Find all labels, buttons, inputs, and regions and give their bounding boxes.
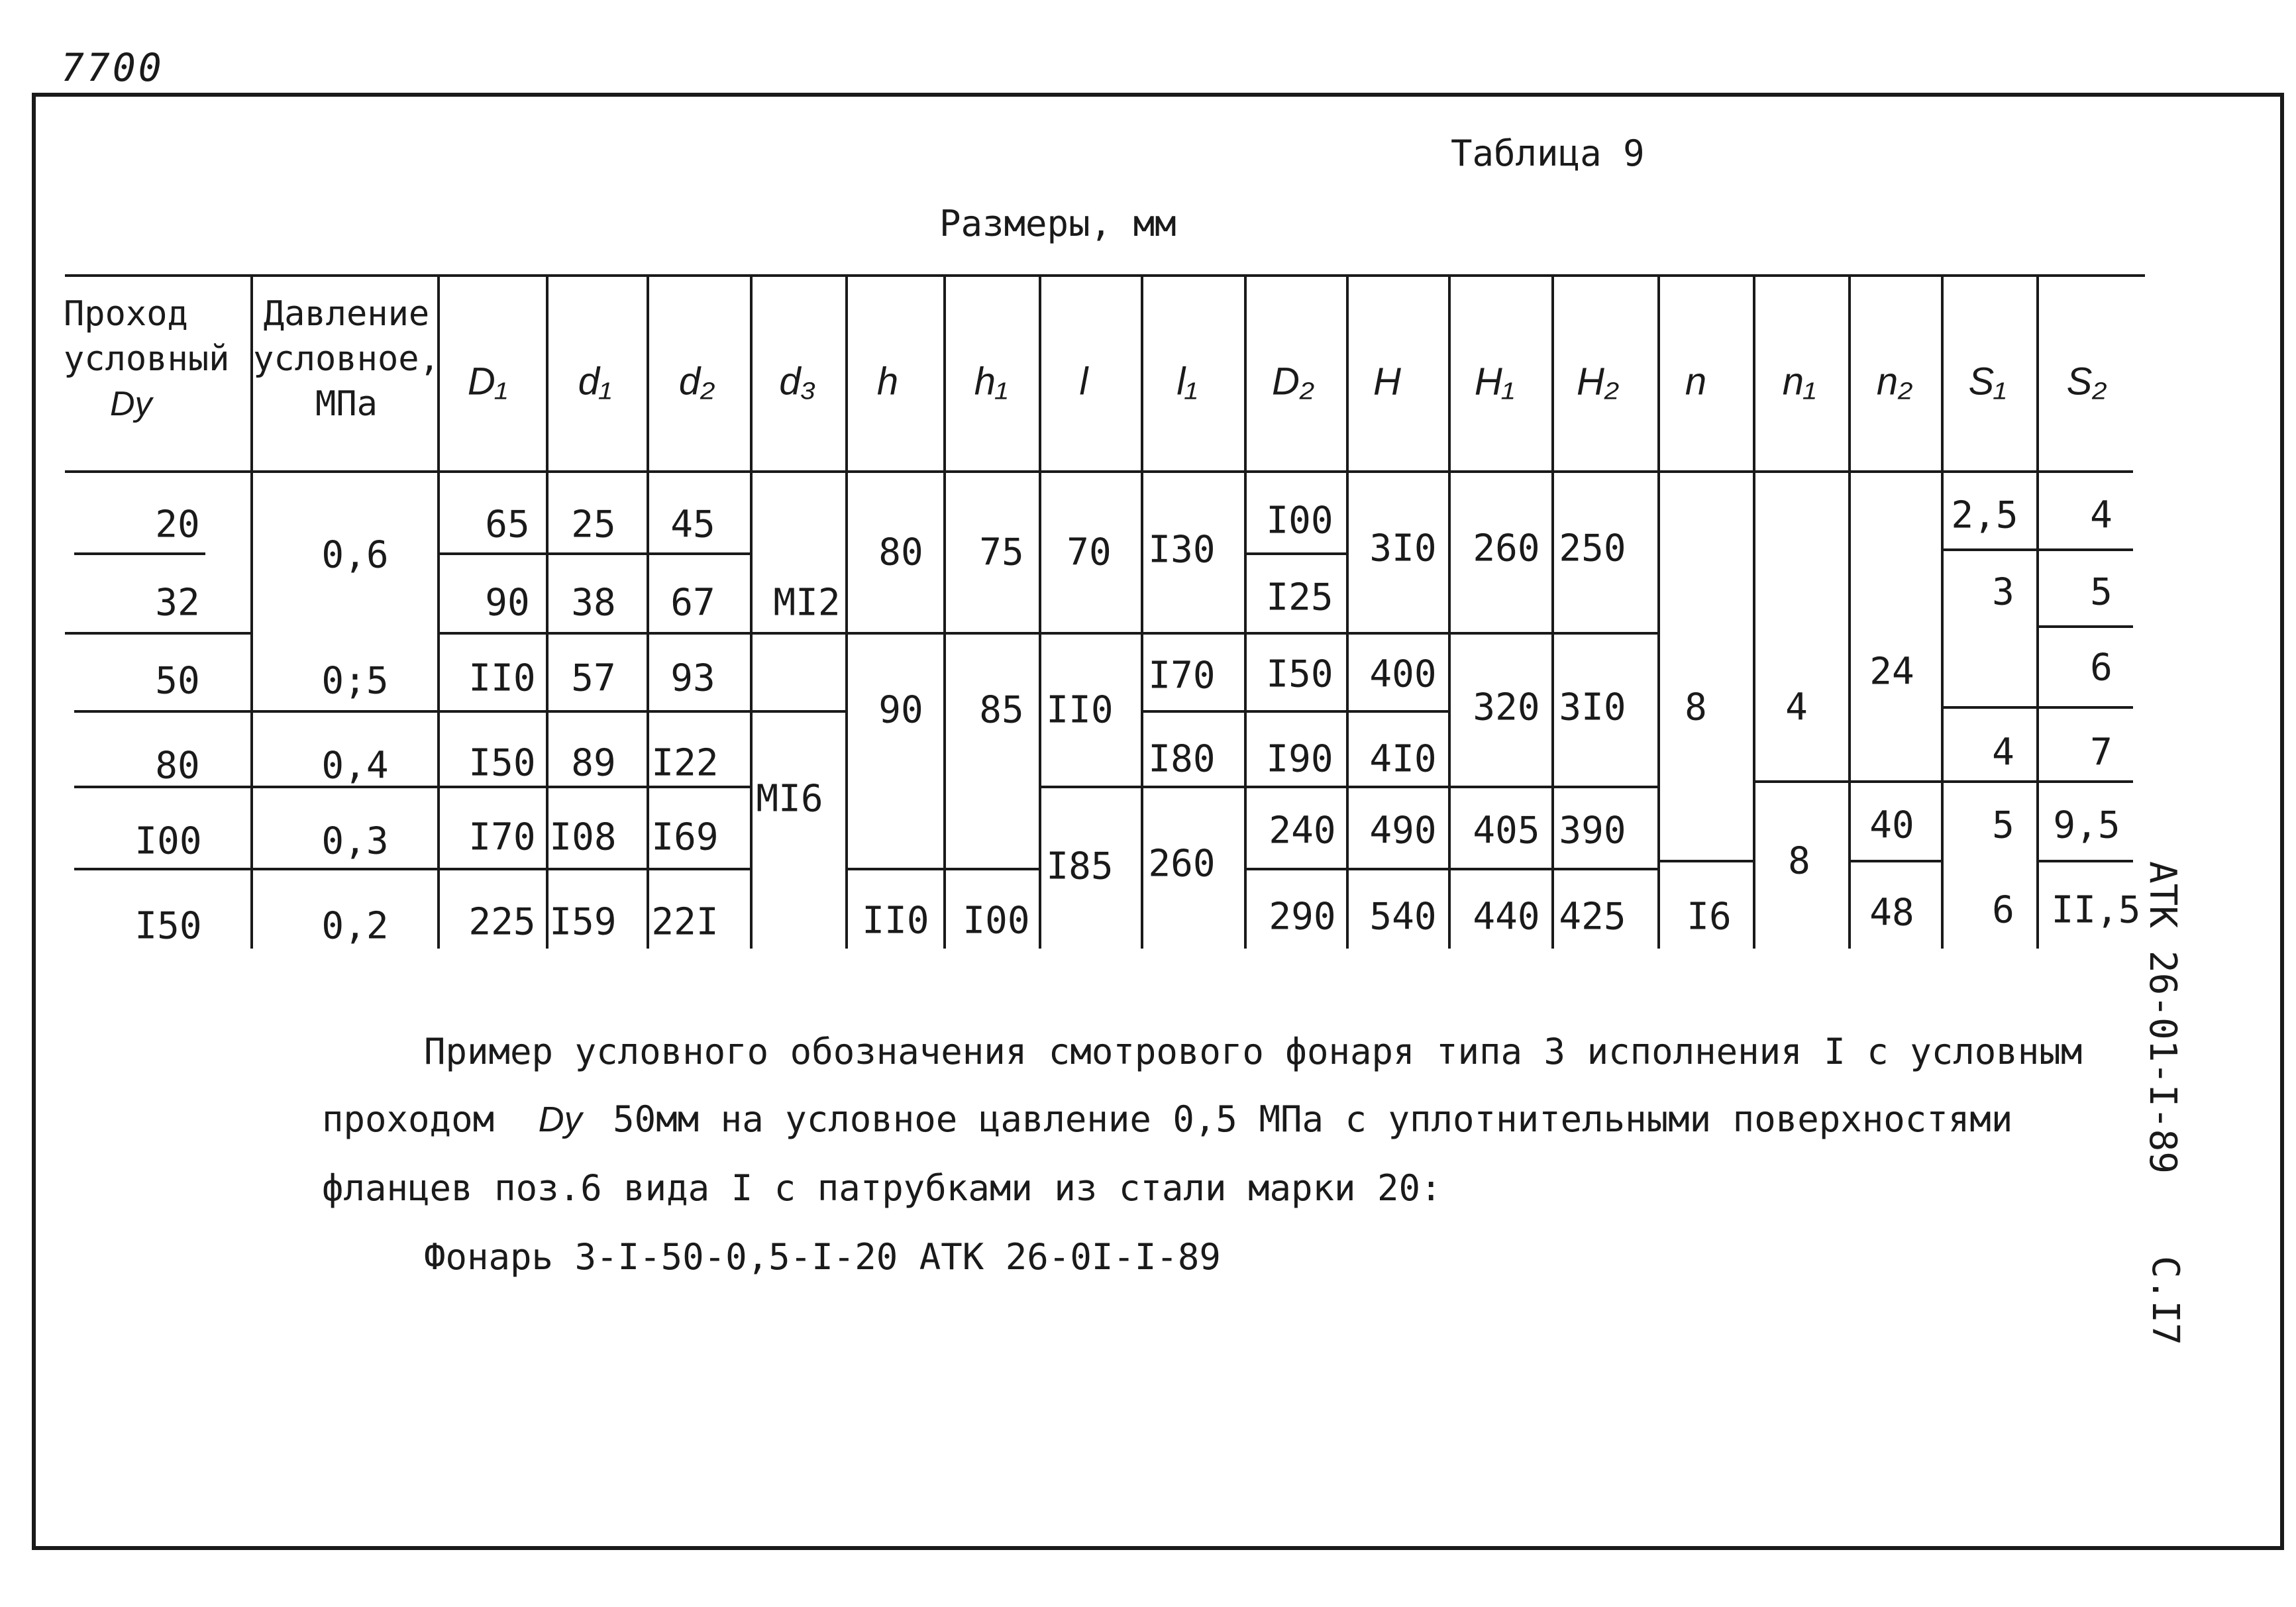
cell-H2: 425: [1559, 895, 1626, 939]
cell-d1: 25: [571, 503, 616, 546]
cell-S2: 5: [2090, 570, 2113, 614]
cell-H2: 250: [1559, 527, 1626, 570]
header-n1: n₁: [1782, 360, 1816, 403]
cell-l1: I80: [1148, 737, 1216, 781]
cell-S1: 3: [1992, 570, 2014, 614]
cell-d1: 89: [571, 741, 616, 785]
cell-h1: I00: [963, 899, 1030, 943]
cell-n1: 8: [1788, 839, 1810, 883]
cell-h1: 85: [979, 688, 1024, 732]
cell-n: 8: [1685, 686, 1707, 729]
header-h1: h₁: [974, 360, 1008, 403]
units-caption: Размеры, мм: [939, 203, 1176, 244]
header-l: l: [1079, 360, 1088, 403]
cell-n: I6: [1687, 895, 1732, 939]
cell-n2: 48: [1869, 891, 1914, 935]
cell-n1: 4: [1785, 686, 1808, 729]
cell-l: I85: [1046, 845, 1114, 888]
cell-pressure: 0,3: [321, 819, 389, 863]
header-d1: d₁: [578, 360, 612, 403]
cell-d1: 57: [571, 656, 616, 700]
cell-dy: I50: [134, 904, 202, 948]
cell-d2: 67: [670, 581, 715, 625]
cell-d3: МI2: [773, 581, 841, 625]
paragraph-line-2: [322, 1098, 2012, 1140]
cell-l: II0: [1046, 688, 1114, 732]
header-l1: l₁: [1176, 360, 1198, 403]
header-H1: H₁: [1474, 360, 1515, 403]
cell-S2: 6: [2090, 646, 2113, 690]
cell-h: II0: [862, 899, 929, 943]
cell-dy: 50: [155, 659, 200, 703]
cell-dy: 32: [155, 581, 200, 625]
cell-S2: 9,5: [2053, 804, 2120, 847]
cell-H: 490: [1369, 809, 1437, 853]
cell-l1: 260: [1148, 842, 1216, 886]
cell-d2: 22I: [651, 900, 719, 944]
cell-D2: 240: [1269, 809, 1336, 853]
cell-D2: 290: [1269, 895, 1336, 939]
cell-S1: 2,5: [1951, 493, 2018, 537]
header-d2: d₂: [678, 360, 715, 403]
cell-d2: I22: [651, 741, 719, 785]
header-n2: n₂: [1876, 360, 1913, 403]
cell-l1: I30: [1148, 528, 1216, 572]
cell-pressure: 0,6: [321, 533, 389, 577]
cell-d2: 45: [670, 503, 715, 546]
cell-pressure: 0,4: [321, 744, 389, 788]
paragraph-line-3: фланцев поз.6 вида I с патрубками из стали марки 20:: [322, 1167, 1442, 1209]
header-n: n: [1685, 360, 1707, 403]
table-caption: Таблица 9: [1451, 132, 1645, 174]
cell-D2: I00: [1266, 499, 1333, 543]
cell-pressure: 0;5: [321, 659, 389, 703]
paragraph-line-1: Пример условного обозначения смотрового фонаря типа 3 исполнения I с условным: [424, 1031, 2083, 1072]
cell-D1: I70: [468, 815, 536, 859]
cell-H2: 390: [1559, 809, 1626, 853]
cell-d2: I69: [651, 815, 719, 859]
cell-D1: 65: [485, 503, 530, 546]
cell-H: 3I0: [1369, 527, 1437, 570]
cell-H1: 260: [1473, 527, 1540, 570]
header-S1: S₁: [1968, 360, 2007, 403]
cell-l: 70: [1067, 531, 1112, 574]
dy-symbol: Dу: [538, 1100, 582, 1139]
cell-D2: I25: [1266, 576, 1333, 619]
header-h: h: [876, 360, 899, 403]
header-H: H: [1373, 360, 1401, 403]
header-H2: H₂: [1576, 360, 1620, 403]
cell-pressure: 0,2: [321, 904, 389, 948]
cell-S1: 6: [1992, 888, 2014, 932]
cell-n2: 40: [1869, 804, 1914, 847]
corner-note: 7700: [61, 45, 164, 90]
cell-h: 90: [878, 688, 923, 732]
cell-dy: 80: [155, 744, 200, 788]
header-S2: S₂: [2066, 360, 2107, 403]
cell-H2: 3I0: [1559, 686, 1626, 729]
paragraph-line-2b: 50мм на условное цавление 0,5 МПа с уплотнительными поверхностями: [613, 1098, 2013, 1140]
header-pressure: Давление условное, МПа: [253, 294, 440, 424]
cell-D1: 225: [468, 900, 536, 944]
cell-S1: 5: [1992, 804, 2014, 847]
cell-d1: I59: [549, 900, 617, 944]
paragraph-line-2a: проходом: [322, 1098, 495, 1140]
cell-H1: 440: [1473, 895, 1540, 939]
cell-S1: 4: [1992, 731, 2014, 774]
cell-H: 400: [1369, 652, 1437, 696]
cell-D1: II0: [468, 656, 536, 700]
cell-h1: 75: [979, 531, 1024, 574]
cell-dy: I00: [134, 819, 202, 863]
cell-dy: 20: [155, 503, 200, 546]
designation-example: Фонарь 3-I-50-0,5-I-20 АТК 26-0I-I-89: [424, 1236, 1221, 1278]
cell-n2: 24: [1869, 650, 1914, 694]
cell-H1: 405: [1473, 809, 1540, 853]
cell-D2: I90: [1266, 737, 1333, 781]
header-D2: D₂: [1271, 360, 1315, 403]
cell-D1: 90: [485, 581, 530, 625]
page-number: С.I7: [2144, 1256, 2187, 1345]
cell-d2: 93: [670, 656, 715, 700]
cell-D1: I50: [468, 741, 536, 785]
cell-S2: 4: [2090, 493, 2113, 537]
cell-D2: I50: [1266, 652, 1333, 696]
cell-S2: II,5: [2051, 888, 2141, 932]
cell-h: 80: [878, 531, 923, 574]
cell-H: 540: [1369, 895, 1437, 939]
header-d3: d₃: [779, 360, 816, 403]
cell-H1: 320: [1473, 686, 1540, 729]
cell-d3: МI6: [756, 777, 823, 821]
cell-d1: 38: [571, 581, 616, 625]
header-dy: Проход условный Dу: [64, 294, 230, 423]
document-code: АТК 26-01-I-89: [2141, 861, 2184, 1174]
cell-l1: I70: [1148, 654, 1216, 698]
header-D1: D₁: [467, 360, 508, 403]
cell-S2: 7: [2090, 731, 2113, 774]
cell-d1: I08: [549, 815, 617, 859]
cell-H: 4I0: [1369, 737, 1437, 781]
